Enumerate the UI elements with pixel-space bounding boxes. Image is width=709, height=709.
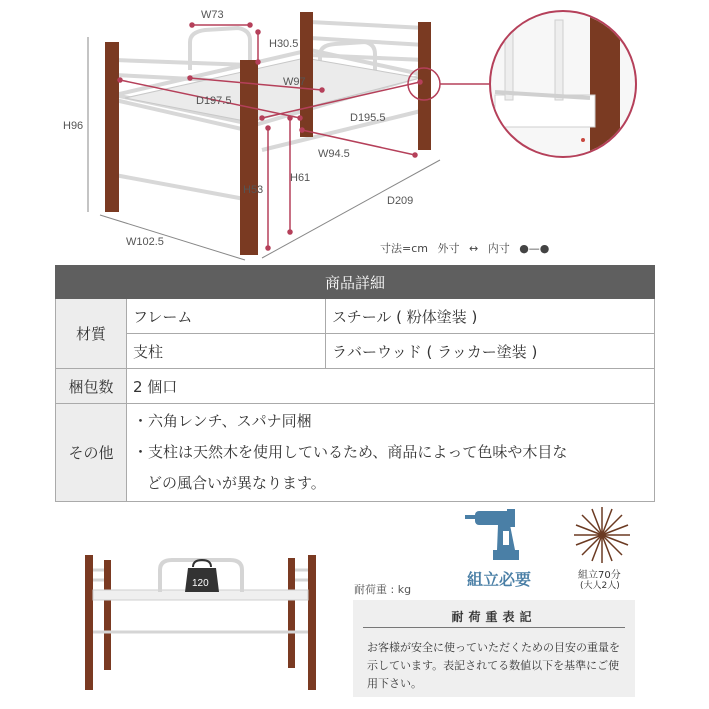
dim-d195-5: D195.5 [350, 112, 386, 124]
legend-inner: 内寸 [487, 242, 510, 255]
spec-header: 商品詳細 [56, 266, 655, 299]
assembly-required: 組立必要 [467, 570, 532, 589]
clock-burst-icon [572, 505, 632, 565]
material-label: 材質 [56, 299, 127, 369]
dim-d197-5: D197.5 [196, 95, 232, 107]
notice-body: お客様が安全に使っていただくための目安の重量を示しています。表記されてる数値以下を基準にご使用下さい。 [367, 641, 620, 690]
dim-w94-5: W94.5 [318, 148, 350, 160]
frame-label: フレーム [127, 299, 326, 334]
legend-outer: 外寸 [437, 242, 460, 255]
other-note-2: ・支柱は天然木を使用しているため、商品によって色味や木目な [133, 443, 568, 461]
dim-d209: D209 [387, 195, 414, 207]
inner-dot-line-icon: ●—● [519, 242, 550, 255]
dim-w102-5: W102.5 [126, 236, 164, 248]
load-unit: 耐荷重 : kg [354, 583, 412, 596]
dim-h96: H96 [63, 120, 84, 132]
dim-h30-5: H30.5 [269, 38, 299, 50]
other-note-3: どの風合いが異なります。 [147, 474, 326, 492]
assembly-time: 組立70分 [578, 570, 621, 581]
legend-unit: 寸法=cm [380, 242, 428, 255]
frame-value: スチール ( 粉体塗装 ) [326, 299, 655, 334]
assembly-people: (大人2人) [580, 581, 620, 591]
outer-arrow-icon: ↔ [468, 242, 479, 255]
post-value: ラバーウッド ( ラッカー塗装 ) [326, 334, 655, 369]
other-label: その他 [56, 404, 127, 502]
dimension-legend [380, 240, 555, 256]
spec-table [55, 265, 655, 502]
dim-w73: W73 [201, 9, 224, 21]
other-note-1: ・六角レンチ、スパナ同梱 [133, 412, 312, 430]
dim-h61: H61 [290, 172, 311, 184]
bed-dimension-drawing [0, 0, 709, 262]
post-label: 支柱 [127, 334, 326, 369]
notice-divider [363, 627, 625, 628]
load-notice-box [353, 600, 635, 697]
package-label: 梱包数 [56, 369, 127, 404]
drill-icon [465, 505, 535, 565]
dim-h53: H53 [243, 184, 264, 196]
load-badge: 120 [192, 578, 209, 589]
notice-title: 耐荷重表記 [451, 610, 537, 624]
dim-w97: W97 [283, 76, 306, 88]
bed-load-illustration [80, 550, 320, 695]
package-value: 2 個口 [127, 369, 655, 404]
